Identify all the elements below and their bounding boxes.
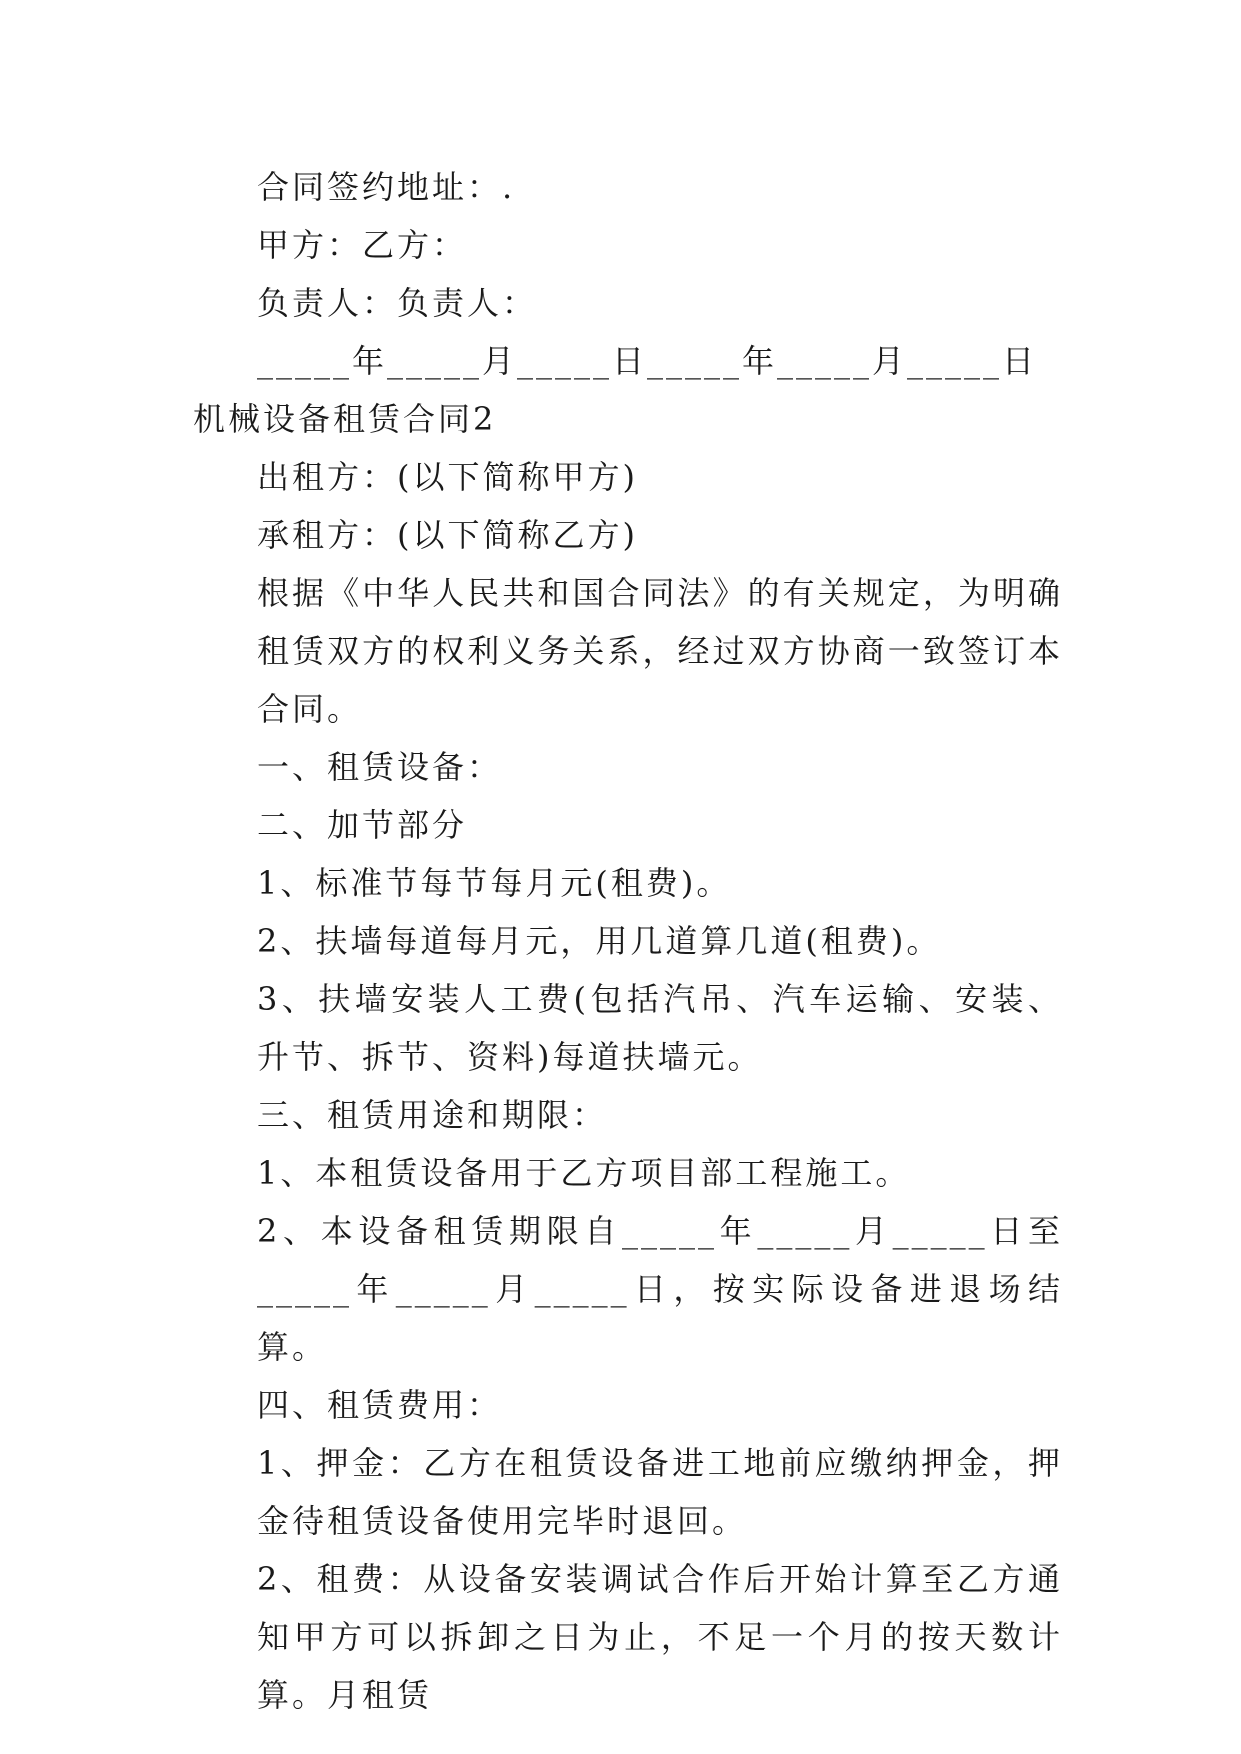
responsible-person-line: 负责人：负责人：	[257, 284, 538, 322]
section-one-heading: 一、租赁设备：	[257, 748, 503, 786]
signing-address-line: 合同签约地址：.	[257, 168, 516, 206]
clause-usage: 1、本租赁设备用于乙方项目部工程施工。	[257, 1154, 911, 1192]
clause-wall-brace: 2、扶墙每道每月元，用几道算几道(租费)。	[257, 922, 942, 960]
section-three-heading: 三、租赁用途和期限：	[257, 1096, 608, 1134]
lessee-line: 承租方：(以下简称乙方)	[257, 516, 638, 554]
section-four-heading: 四、租赁费用：	[257, 1386, 503, 1424]
section-two-heading: 二、加节部分	[257, 806, 468, 844]
document-body	[193, 158, 1063, 1724]
preamble-paragraph: 根据《中华人民共和国合同法》的有关规定，为明确租赁双方的权利义务关系，经过双方协商一致签订本合同。	[257, 574, 1063, 728]
clause-deposit: 1、押金：乙方在租赁设备进工地前应缴纳押金，押金待租赁设备使用完毕时退回。	[257, 1444, 1063, 1540]
lessor-line: 出租方：(以下简称甲方)	[257, 458, 638, 496]
clause-wall-brace-labor: 3、扶墙安装人工费(包括汽吊、汽车运输、安装、升节、拆节、资料)每道扶墙元。	[257, 980, 1063, 1076]
contract-title: 机械设备租赁合同2	[193, 400, 497, 438]
clause-term: 2、本设备租赁期限自_____年_____月_____日至_____年_____月_____日，按实际设备进退场结算。	[257, 1212, 1063, 1366]
date-blanks-line: _____年_____月_____日_____年_____月_____日	[257, 342, 1038, 380]
party-a-b-line: 甲方：乙方：	[257, 226, 468, 264]
clause-rent: 2、租费：从设备安装调试合作后开始计算至乙方通知甲方可以拆卸之日为止，不足一个月的按天数计算。月租赁	[257, 1560, 1063, 1714]
clause-standard-section: 1、标准节每节每月元(租费)。	[257, 864, 732, 902]
